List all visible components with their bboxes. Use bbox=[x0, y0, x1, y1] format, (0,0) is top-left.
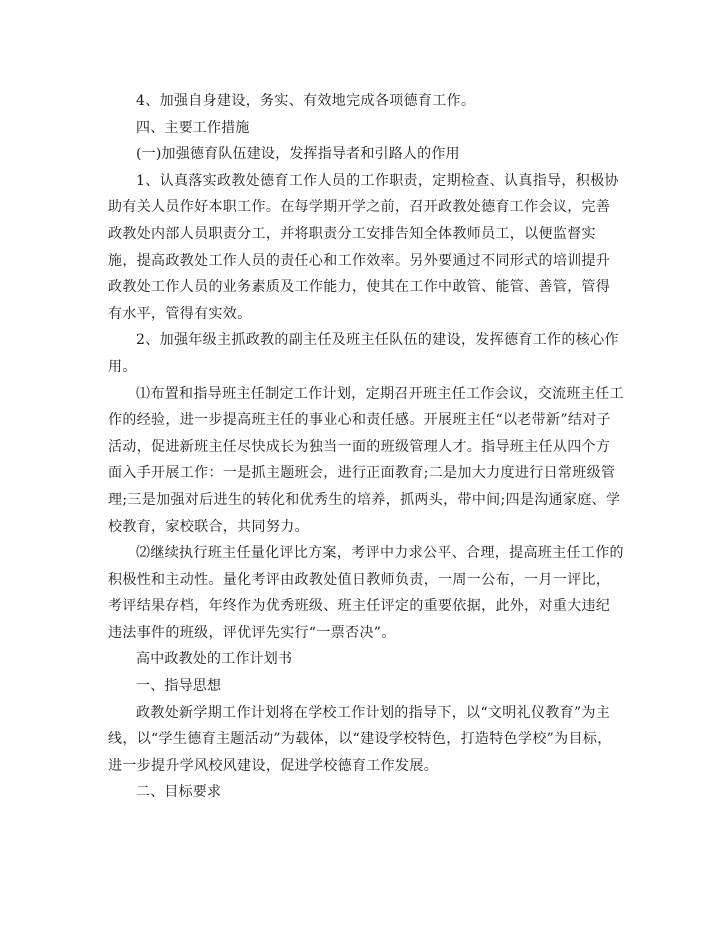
document-body bbox=[108, 88, 624, 806]
paragraph-measure-2-item-2: ⑵继续执行班主任量化评比方案，考评中力求公平、合理，提高班主任工作的积极性和主动性。量化考评由政教处值日教师负责，一周一公布，一月一评比，考评结果存档，年终作为优秀班级、班主任评定的重要依据，此外，对重大违纪违法事件的班级，评优评先实行“一票否决”。 bbox=[108, 545, 624, 641]
paragraph-measure-2-item-1: ⑴布置和指导班主任制定工作计划，定期召开班主任工作会议，交流班主任工作的经验，进一步提高班主任的事业心和责任感。开展班主任“以老带新”结对子活动，促进新班主任尽快成长为独当一面的班级管理人才。指导班主任从四个方面入手开展工作：一是抓主题班会，进行正面教育;二是加大力度进行日常班级管理;三是加强对后进生的转化和优秀生的培养，抓两头，带中间;四是沟通家庭、学校教育，家校联合，共同努力。 bbox=[108, 385, 624, 535]
paragraph-goal-4: 4、加强自身建设，务实、有效地完成各项德育工作。 bbox=[136, 93, 476, 109]
section-heading-objectives: 二、目标要求 bbox=[136, 784, 222, 801]
section-heading-measures: 四、主要工作措施 bbox=[136, 119, 250, 136]
subsection-heading-team-building: (一)加强德育队伍建设，发挥指导者和引路人的作用 bbox=[136, 146, 460, 163]
paragraph-measure-2: 2、加强年级主抓政教的副主任及班主任队伍的建设，发挥德育工作的核心作用。 bbox=[108, 332, 619, 375]
section-heading-guiding-ideology: 一、指导思想 bbox=[136, 678, 222, 695]
paragraph-guiding-ideology: 政教处新学期工作计划将在学校工作计划的指导下，以“文明礼仪教育”为主线，以“学生德育主题活动”为载体，以“建设学校特色，打造特色学校”为目标，进一步提升学风校风建设，促进学校德育工作发展。 bbox=[108, 704, 612, 774]
paragraph-measure-1: 1、认真落实政教处德育工作人员的工作职责，定期检查、认真指导，积极协助有关人员作好本职工作。在每学期开学之前，召开政教处德育工作会议，完善政教处内部人员职责分工，并将职责分工安排告知全体教师员工，以便监督实施，提高政教处工作人员的责任心和工作效率。另外要通过不同形式的培训提升政教处工作人员的业务素质及工作能力，使其在工作中敢管、能管、善管，管得有水平，管得有实效。 bbox=[108, 172, 619, 322]
document-title-work-plan: 高中政教处的工作计划书 bbox=[136, 651, 293, 668]
